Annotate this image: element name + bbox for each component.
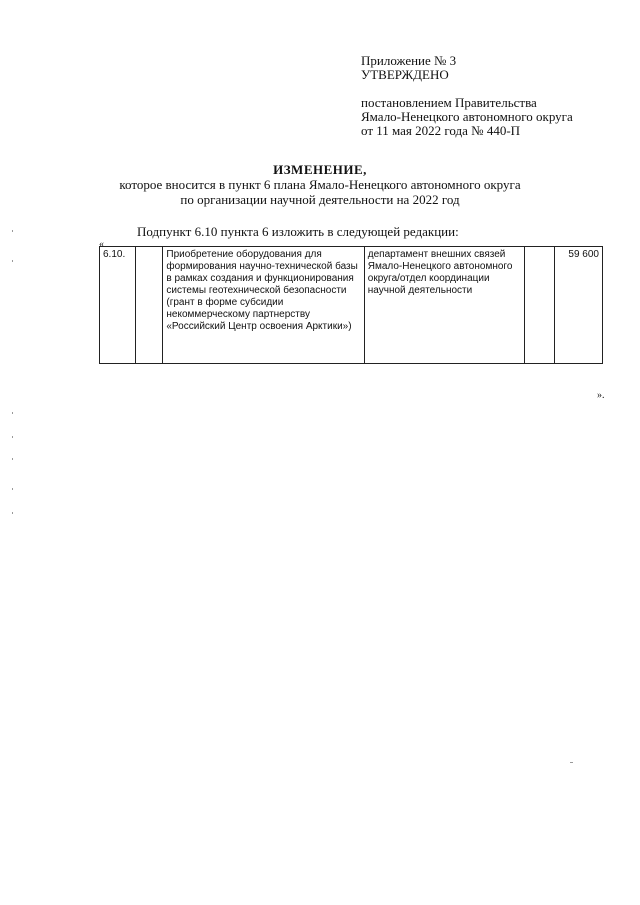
opening-quote: «	[99, 239, 104, 250]
spacer	[361, 82, 621, 96]
scan-dot	[12, 436, 13, 438]
scan-dot	[570, 762, 573, 763]
approval-block	[361, 54, 621, 138]
document-title: ИЗМЕНЕНИЕ,	[273, 162, 367, 177]
amendment-table	[99, 246, 603, 364]
table-row	[100, 247, 603, 364]
heading-line-1: которое вносится в пункт 6 плана Ямало-Ненецкого автономного округа	[119, 177, 521, 192]
scan-dot	[12, 260, 13, 262]
item-number: 6.10.	[100, 247, 136, 364]
empty-cell	[135, 247, 163, 364]
scan-dot	[12, 512, 13, 514]
resolution-line-1: постановлением Правительства	[361, 95, 537, 110]
item-executor: департамент внешних связей Ямало-Ненецкого автономного округа/отдел координации научной деятельности	[364, 247, 525, 364]
approved-stamp: УТВЕРЖДЕНО	[361, 67, 449, 82]
item-amount: 59 600	[554, 247, 602, 364]
scan-dot	[12, 458, 13, 460]
intro-text: Подпункт 6.10 пункта 6 изложить в следующей редакции:	[137, 224, 459, 239]
resolution-date: от 11 мая 2022 года № 440-П	[361, 123, 521, 138]
scan-dot	[12, 230, 13, 232]
empty-cell	[525, 247, 555, 364]
scan-dot	[12, 488, 13, 490]
item-description: Приобретение оборудования для формирования научно-технической базы в рамках создания и функционирования системы геотехнической безопасности (грант в форме субсидии некоммерческому партнерству «Российский Центр освоения Арктики»)	[163, 247, 364, 364]
heading-line-2: по организации научной деятельности на 2022 год	[180, 192, 460, 207]
closing-quote: ».	[597, 390, 605, 401]
annex-number: Приложение № 3	[361, 53, 457, 68]
scan-dot	[12, 412, 13, 414]
document-heading	[80, 162, 560, 207]
resolution-line-2: Ямало-Ненецкого автономного округа	[361, 109, 573, 124]
